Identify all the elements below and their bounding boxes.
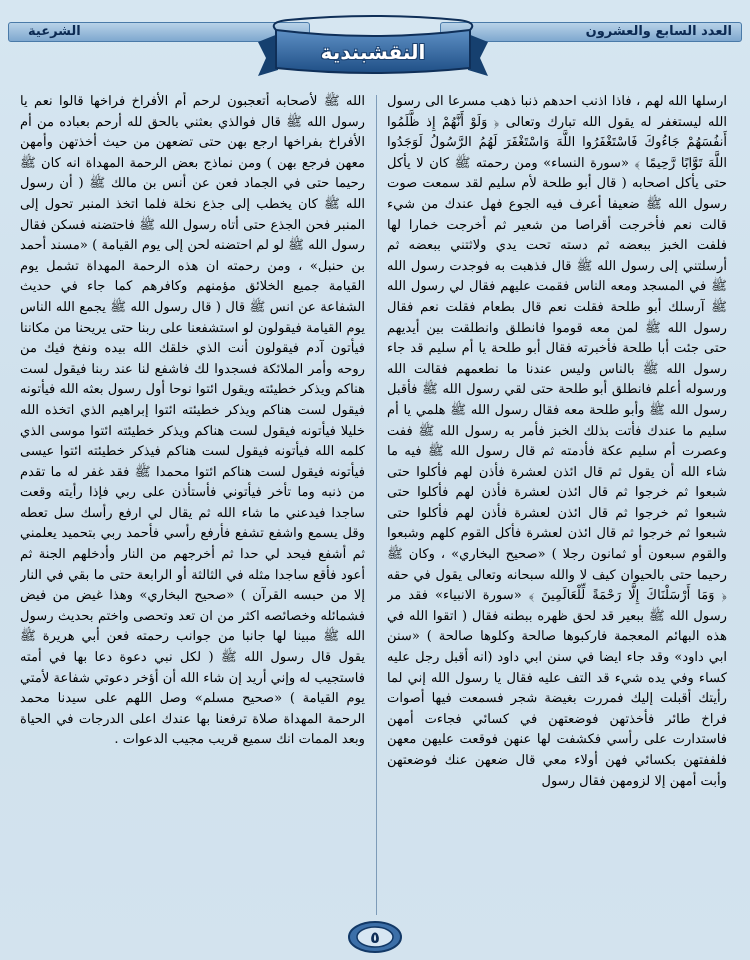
left-column — [20, 92, 365, 917]
left-column-text: الله ﷺ لأصحابه أتعجبون لرحم أم الأفراخ فراخها قالوا نعم يا رسول الله ﷺ قال فوالذي بعثني بالحق لله أرحم بعباده من أم الأفراخ بفراخها ارجع بهن حتى تضعهن من حيث أخذتهن وأمهن معهن فرجع بهن ) ومن نماذج بعض الرحمة المهداة انه كان ﷺ رحيما حتى في الجماد فعن عن أنس بن مالك ﷺ ( أن رسول الله ﷺ كان يخطب إلى جذع نخلة فلما اتخذ المنبر تحول إلى المنبر فحن الجذع حتى أتاه رسول الله ﷺ فاحتضنه فسكن فقال رسول الله ﷺ لو لم احتضنه لحن إلى يوم القيامة ) «مسند أحمد بن حنبل» ، ومن رحمته ان هذه الرحمة المهداة تشمل يوم القيامة جميع الخلائق مؤمنهم وكافرهم كما جاء في حديث الشفاعة عن انس ﷺ قال ( قال رسول الله ﷺ يجمع الله الناس يوم القيامة فيقولون لو استشفعنا على ربنا حتى يريحنا من مكاننا فيأتون آدم فيقولون أنت الذي خلقك الله بيده ونفخ فيك من روحه وأمر الملائكة فسجدوا لك فاشفع لنا عند ربنا فيقول لست هناكم ويذكر خطيئته ويقول ائتوا نوحا أول رسول بعثه الله فيأتونه فيقول لست هناكم ويذكر خطيئته ائتوا إبراهيم الذي اتخذه الله خليلا فيأتونه فيقول لست هناكم ويذكر خطيئته ائتوا موسى الذي كلمه الله فيأتونه فيقول لست هناكم فيذكر خطيئته ائتوا عيسى فيأتونه فيقول لست هناكم ائتوا محمدا ﷺ فقد غفر له ما تقدم من ذنبه وما تأخر فيأتوني فأستأذن على ربي فإذا رأيته وقعت ساجدا فيدعني ما شاء الله ثم يقال لي ارفع رأسك سل تعطه وقل يسمع واشفع تشفع فأرفع رأسي فأحمد ربي بتحميد يعلمني ثم أشفع فيحد لي حدا ثم أخرجهم من النار وأدخلهم الجنة ثم أعود فأقع ساجدا مثله في الثالثة أو الرابعة حتى ما بقي في النار إلا من حبسه القرآن ) «صحيح البخاري» وهذا غيض من فيض فشمائله وخصائصه اكثر من ان تعد وتحصى واختم بحديث رسول الله ﷺ مبينا لها جانبا من جوانب رحمته فعن أبي هريرة ﷺ يقول قال رسول الله ﷺ ( لكل نبي دعوة دعا بها في أمته فاستجيب له وإني أريد إن شاء الله أن أؤخر دعوتي شفاعة لأمتي يوم القيامة ) «صحيح مسلم» وصل اللهم على سيدنا محمد الرحمة المهداة صلاة ترفعنا بها عندك اعلى الدرجات في الحياة وبعد الممات انك سميع قريب مجيب الدعوات . — [20, 94, 365, 748]
page-header — [8, 10, 742, 90]
page-number: ٥ — [370, 928, 380, 947]
issue-label: العدد السابع والعشرون — [585, 24, 732, 39]
section-label: الشرعية — [28, 24, 81, 39]
right-column-text: ارسلها الله لهم ، فاذا اذنب احدهم ذنبا ذهب مسرعا الى رسول الله ليستغفر له يقول الله تبارك وتعالى ﴿ وَلَوْ أَنَّهُمْ إِذ ظَّلَمُوا أَنفُسَهُمْ جَاءُوكَ فَاسْتَغْفَرُوا اللَّهَ وَاسْتَغْفَرَ لَهُمُ الرَّسُولُ لَوَجَدُوا اللَّهَ تَوَّابًا رَّحِيمًا ﴾ «سورة النساء» ومن رحمته ﷺ كان لا يأكل حتى يأكل اصحابه ( قال أبو طلحة لأم سليم لقد سمعت صوت رسول الله ﷺ ضعيفا أعرف فيه الجوع فهل عندك من شيء قالت نعم فأخرجت أقراصا من شعير ثم أخرجت خمارا لها فلفت الخبز ببعضه ثم دسته تحت يدي ولاثتني ببعضه ثم أرسلتني إلى رسول الله ﷺ قال فذهبت به فوجدت رسول الله ﷺ في المسجد ومعه الناس فقمت عليهم فقال لي رسول الله ﷺ آرسلك أبو طلحة فقلت نعم قال بطعام فقلت نعم فقال رسول الله ﷺ لمن معه قوموا فانطلق وانطلقت بين أيديهم حتى جئت أبا طلحة فأخبرته فقال أبو طلحة يا أم سليم قد جاء رسول الله ﷺ بالناس وليس عندنا ما نطعمهم فقالت الله ورسوله أعلم فانطلق أبو طلحة حتى لقي رسول الله ﷺ فأقبل رسول الله ﷺ وأبو طلحة معه فقال رسول الله ﷺ هلمي يا أم سليم ما عندك فأتت بذلك الخبز فأمر به رسول الله ﷺ ففت وعصرت أم سليم عكة فأدمته ثم قال رسول الله ﷺ فيه ما شاء الله أن يقول ثم قال ائذن لعشرة فأذن لهم فأكلوا حتى شبعوا ثم خرجوا ثم قال ائذن لعشرة فأذن لهم فأكلوا حتى شبعوا ثم خرجوا ثم قال ائذن لعشرة فأذن لهم فأكلوا حتى شبعوا ثم خرجوا ثم قال ائذن لعشرة فأكل القوم كلهم وشبعوا والقوم سبعون أو ثمانون رجلا ) «صحيح البخاري» ، وكان ﷺ رحيما حتى بالحيوان كيف لا والله سبحانه وتعالى يقول في حقه ﴿ وَمَا أَرْسَلْنَاكَ إِلَّا رَحْمَةً لِّلْعَالَمِينَ ﴾ «سورة الانبياء» فقد مر رسول الله ﷺ ببعير قد لحق ظهره ببطنه فقال ( اتقوا الله في هذه البهائم المعجمة فاركبوها صالحة وكلوها صالحة ) «سنن ابي داود» وقد جاء ايضا في سنن ابي داود (انه أقبل رجل عليه كساء وفي يده شيء قد التف عليه فقال يا رسول الله إني لما رأيتك أقبلت إليك فمررت بغيضة شجر فسمعت فيها أصوات فراخ طائر فأخذتهن فوضعتهن في كسائي فجاءت أمهن فاستدارت على رأسي فكشفت لها عنهن فوقعت عليهن معهن فلففتهن بكسائي فهن أولاء معي قال ضعهن عنك فوضعتهن وأبت أمهن إلا لزومهن فقال رسول — [387, 94, 727, 789]
right-column — [387, 92, 727, 917]
title-banner — [248, 12, 498, 82]
column-divider — [376, 95, 377, 915]
page-number-badge — [345, 920, 405, 954]
page-title: النقشبندية — [320, 40, 426, 64]
